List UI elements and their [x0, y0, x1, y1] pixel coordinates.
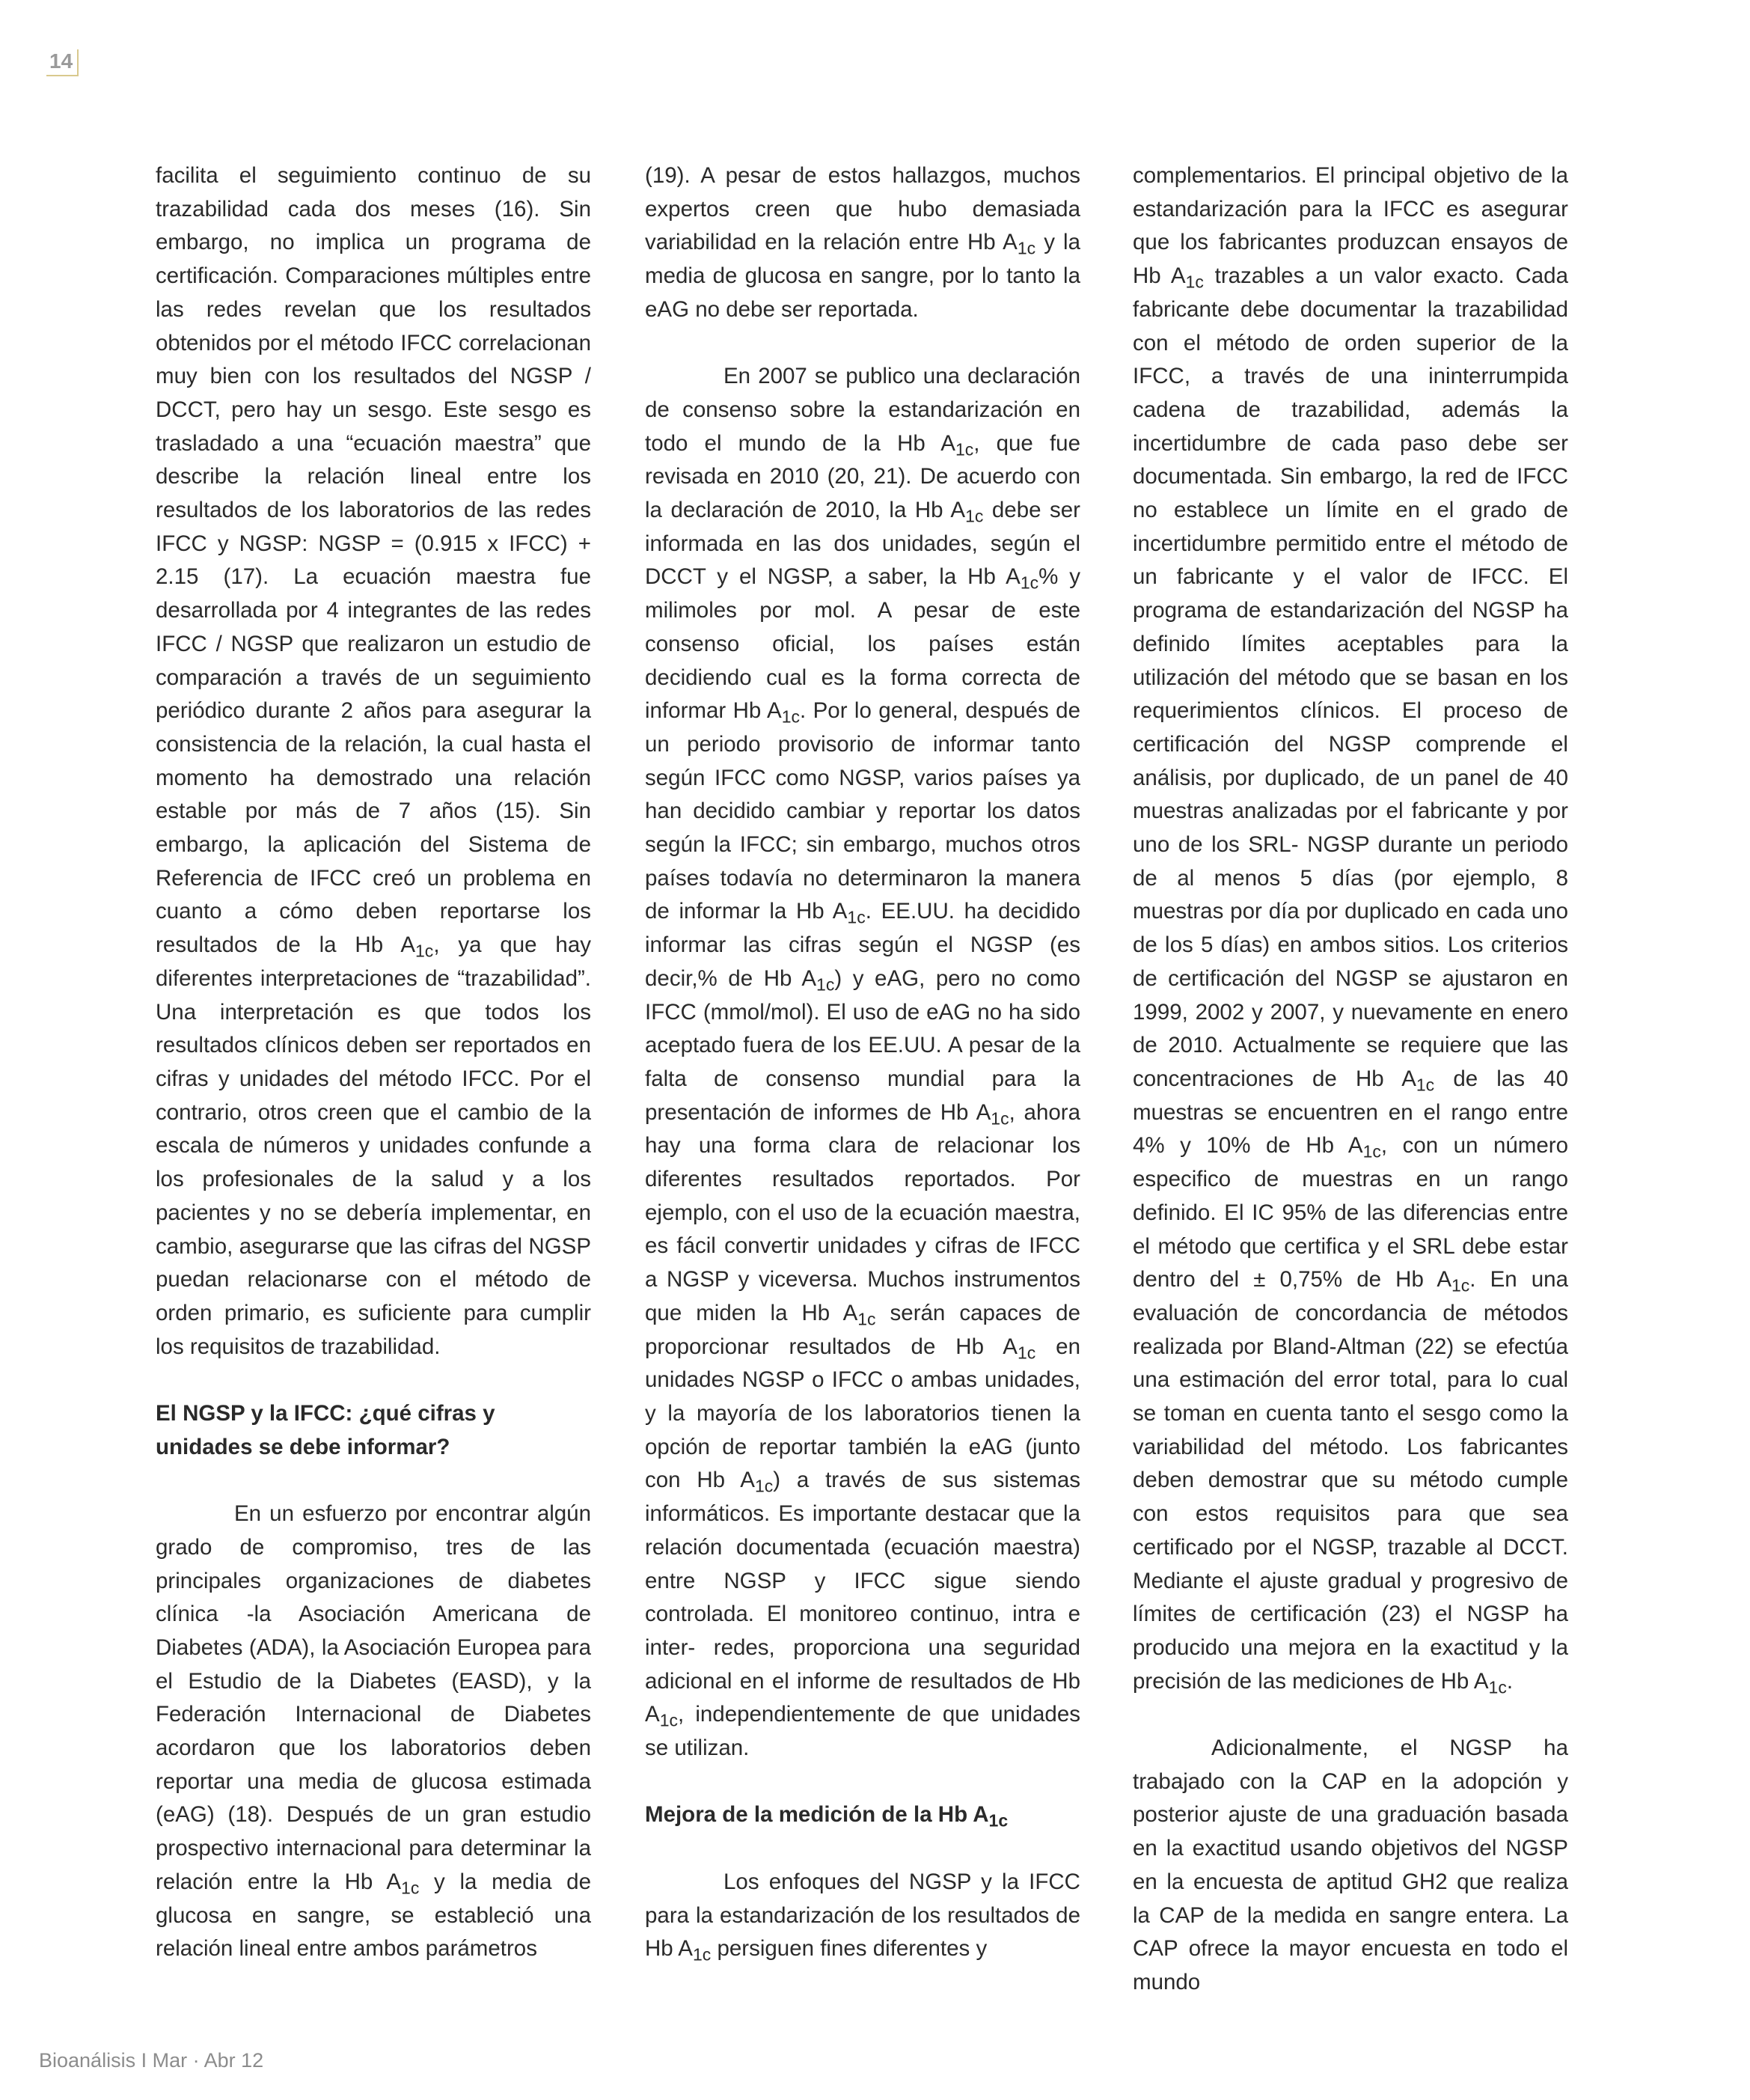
- paragraph: En 2007 se publico una declaración de consenso sobre la estandarización en todo el mundo de la Hb $A_{1c}$, que fue revisada en 2010 (20, 21). De acuerdo con la declaración de 2010, la Hb $A_{1c}$ debe ser informada en las dos unidades, según el DCCT y el NGSP, a saber, la Hb $A_{1c}\%$ y milimoles por mol. A pesar de este consenso oficial, los países están decidiendo cual es la forma correcta de informar Hb $A_{1c}$. Por lo general, después de un periodo provisorio de informar tanto según IFCC como NGSP, varios países ya han decidido cambiar y reportar los datos según la IFCC; sin embargo, muchos otros países todavía no determinaron la manera de informar la Hb $A_{1c}$. EE.UU. ha decidido informar las cifras según el NGSP (es decir,% de Hb $A_{1c}$) y eAG, pero no como IFCC (mmol/mol). El uso de eAG no ha sido aceptado fuera de los EE.UU. A pesar de la falta de consenso mundial para la presentación de informes de Hb $A_{1c}$, ahora hay una forma clara de relacionar los diferentes resultados reportados. Por ejemplo, con el uso de la ecuación maestra, es fácil convertir unidades y cifras de IFCC a NGSP y viceversa. Muchos instrumentos que miden la Hb $A_{1c}$ serán capaces de proporcionar resultados de Hb $A_{1c}$ en unidades NGSP o IFCC o ambas unidades, y la mayoría de los laboratorios tienen la opción de reportar también la eAG (junto con Hb $A_{1c}$) a través de sus sistemas informáticos. Es importante destacar que la relación documentada (ecuación maestra) entre NGSP y IFCC sigue siendo controlada. El monitoreo continuo, intra e inter- redes, proporciona una seguridad adicional en el informe de resultados de Hb $A_{1c}$, independientemente de que unidades se utilizan.: [645, 364, 1080, 1761]
- article-column-2: [645, 159, 1080, 1966]
- paragraph: En un esfuerzo por encontrar algún grado de compromiso, tres de las principales organizaciones de diabetes clínica -la Asociación Americana de Diabetes (ADA), la Asociación Europea para el Estudio de la Diabetes (EASD), y la Federación Internacional de Diabetes acordaron que los laboratorios deben reportar una media de glucosa estimada (eAG) (18). Después de un gran estudio prospectivo internacional para determinar la relación entre la Hb $A_{1c}$ y la media de glucosa en sangre, se estableció una relación lineal entre ambos parámetros: [156, 1501, 591, 1962]
- article-column-1: [156, 159, 591, 1966]
- section-heading: El NGSP y la IFCC: ¿qué cifras y unidades se debe informar?: [156, 1401, 495, 1459]
- paragraph: complementarios. El principal objetivo de la estandarización para la IFCC es asegurar que los fabricantes produzcan ensayos de Hb $A_{1c}$ trazables a un valor exacto. Cada fabricante debe documentar la trazabilidad con el método de orden superior de la IFCC, a través de una ininterrumpida cadena de trazabilidad, además la incertidumbre de cada paso debe ser documentada. Sin embargo, la red de IFCC no establece un límite en el grado de incertidumbre permitido entre el método de un fabricante y el valor de IFCC. El programa de estandarización del NGSP ha definido límites aceptables para la utilización del método que se basan en los requerimientos clínicos. El proceso de certificación del NGSP comprende el análisis, por duplicado, de un panel de 40 muestras analizadas por el fabricante y por uno de los SRL- NGSP durante un periodo de al menos 5 días (por ejemplo, 8 muestras por día por duplicado en cada uno de los 5 días) en ambos sitios. Los criterios de certificación del NGSP se ajustaron en 1999, 2002 y 2007, y nuevamente en enero de 2010. Actualmente se requiere que las concentraciones de Hb $A_{1c}$ de las 40 muestras se encuentren en el rango entre 4% y 10% de Hb $A_{1c}$, con un número especifico de muestras en un rango definido. El IC 95% de las diferencias entre el método que certifica y el SRL debe estar dentro del ± 0,75% de Hb $A_{1c}$. En una evaluación de concordancia de métodos realizada por Bland-Altman (22) se efectúa una estimación del error total, para lo cual se toman en cuenta tanto el sesgo como la variabilidad del método. Los fabricantes deben demostrar que su método cumple con estos requisitos para que sea certificado por el NGSP, trazable al DCCT. Mediante el ajuste gradual y progresivo de límites de certificación (23) el NGSP ha producido una mejora en la exactitud y la precisión de las mediciones de Hb $A_{1c}$.: [1133, 163, 1569, 1697]
- paragraph: (19). A pesar de estos hallazgos, muchos expertos creen que hubo demasiada variabilidad en la relación entre Hb $A_{1c}$ y la media de glucosa en sangre, por lo tanto la eAG no debe ser reportada.: [645, 163, 1081, 322]
- page-number: 14: [46, 49, 79, 76]
- paragraph: facilita el seguimiento continuo de su trazabilidad cada dos meses (16). Sin embargo, no implica un programa de certificación. Comparaciones múltiples entre las redes revelan que los resultados obtenidos por el método IFCC correlacionan muy bien con los resultados del NGSP / DCCT, pero hay un sesgo. Este sesgo es trasladado a una “ecuación maestra” que describe la relación lineal entre los resultados de los laboratorios de las redes IFCC y NGSP: NGSP = (0.915 x IFCC) + 2.15 (17). La ecuación maestra fue desarrollada por 4 integrantes de las redes IFCC / NGSP que realizaron un estudio de comparación a través de un seguimiento periódico durante 2 años para asegurar la consistencia de la relación, la cual hasta el momento ha demostrado una relación estable por más de 7 años (15). Sin embargo, la aplicación del Sistema de Referencia de IFCC creó un problema en cuanto a cómo deben reportarse los resultados de la Hb $A_{1c}$, ya que hay diferentes interpretaciones de “trazabilidad”. Una interpretación es que todos los resultados clínicos deben ser reportados en cifras y unidades del método IFCC. Por el contrario, otros creen que el cambio de la escala de números y unidades confunde a los profesionales de la salud y a los pacientes y no se debería implementar, en cambio, asegurarse que las cifras del NGSP puedan relacionarse con el método de orden primario, es suficiente para cumplir los requisitos de trazabilidad.: [156, 163, 591, 1359]
- footer-publication: Bioanálisis I Mar · Abr 12: [39, 2049, 264, 2072]
- article-column-3: [1133, 159, 1568, 2000]
- paragraph: Los enfoques del NGSP y la IFCC para la estandarización de los resultados de Hb $A_{1c}$ persiguen fines diferentes y: [645, 1869, 1080, 1965]
- paragraph: Adicionalmente, el NGSP ha trabajado con la CAP en la adopción y posterior ajuste de una graduación basada en la exactitud usando objetivos del NGSP en la encuesta de aptitud GH2 que realiza la CAP de la medida en sangre entera. La CAP ofrece la mayor encuesta en todo el mundo: [1133, 1736, 1568, 1994]
- section-heading: Mejora de la medición de la Hb $A_{1c}$: [645, 1802, 1009, 1831]
